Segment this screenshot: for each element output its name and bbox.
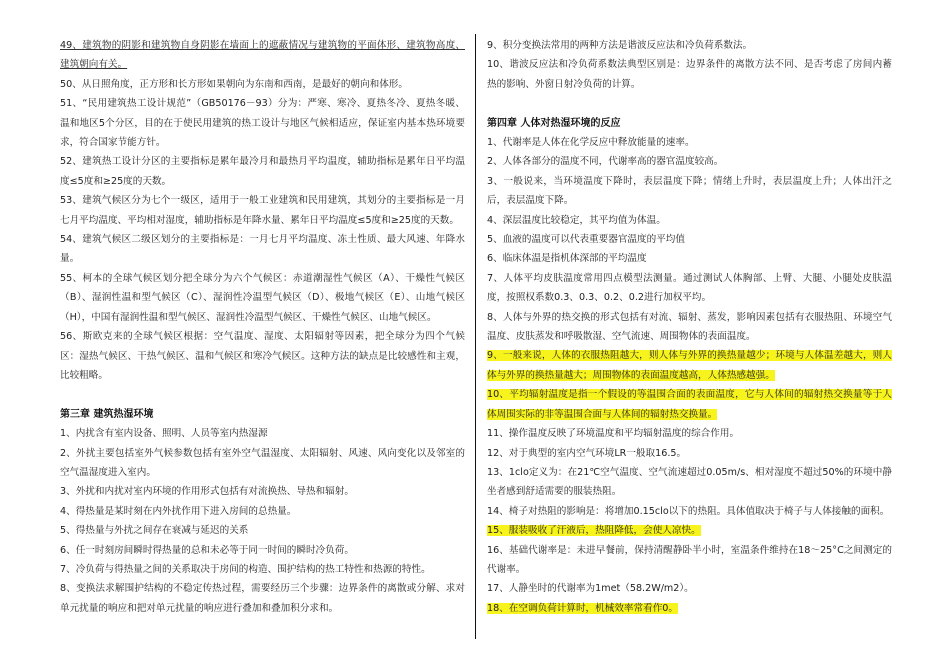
ch4-item-12: 12、对于典型的室内空气环境LR一般取16.5。 [487, 447, 687, 459]
item-51: 51、“民用建筑热工设计规范”（GB50176－93）分为：严寒、寒冷、夏热冬冷、夏热冬暖、温和地区5个分区，目的在于使民用建筑的热工设计与地区气候相适应，保证室内基本热环境要求，符合国家节能方针。 [60, 98, 465, 149]
ch4-item-9-highlighted [487, 346, 892, 385]
ch4-item-4: 4、深层温度比较稳定，其平均值为体温。 [487, 214, 666, 226]
chapter-3-heading: 第三章 建筑热湿环境 [60, 408, 154, 420]
ch4-item-6: 6、临床体温是指机体深部的平均温度 [487, 253, 647, 265]
right-column [487, 36, 892, 618]
left-column [60, 36, 465, 618]
ch4-item-2: 2、人体各部分的温度不同，代谢率高的器官温度较高。 [487, 156, 724, 168]
highlight-10: 10、平均辐射温度是指一个假设的等温围合面的表面温度，它与人体间的辐射热交换量等于人体周围实际的非等温围合面与人体间的辐射热交换量。 [487, 389, 892, 420]
ch3-item-6: 6、任一时刻房间瞬时得热量的总和未必等于同一时间的瞬时冷负荷。 [60, 544, 354, 556]
ch4-item-7: 7、人体平均皮肤温度常用四点模型法测量。通过测试人体胸部、上臂、大腿、小腿处皮肤温度，按照权系数0.3、0.3、0.2、0.2进行加权平均。 [487, 272, 892, 304]
ch3-item-5: 5、得热量与外扰之间存在衰减与延迟的关系 [60, 525, 249, 537]
ch4-item-15-highlighted [487, 521, 892, 540]
ch4-item-11: 11、操作温度反映了环境温度和平均辐射温度的综合作用。 [487, 428, 740, 440]
ch4-item-3: 3、一般说来，当环境温度下降时，表层温度下降；情绪上升时，表层温度上升；人体出汗之后，表层温度下降。 [487, 175, 892, 207]
item-56: 56、斯欧克来的全球气候区根据：空气温度、湿度、太阳辐射等因素，把全球分为四个气候区：湿热气候区、干热气候区、温和气候区和寒冷气候区。这种方法的缺点是比较感性和主观，比较粗略。 [60, 331, 465, 381]
ch3-item-1: 1、内扰含有室内设备、照明、人员等室内热湿源 [60, 428, 268, 440]
ch3-item-9: 9、积分变换法常用的两种方法是谐波反应法和冷负荷系数法。 [487, 40, 753, 51]
highlight-18: 18、在空调负荷计算时，机械效率常看作0。 [487, 602, 678, 614]
item-52: 52、建筑热工设计分区的主要指标是累年最冷月和最热月平均温度，辅助指标是累年日平均温度≤5度和≥25度的天数。 [60, 156, 465, 187]
ch4-item-10-highlighted [487, 385, 892, 424]
ch3-item-7: 7、冷负荷与得热量之间的关系取决于房间的构造、围护结构的热工特性和热源的特性。 [60, 563, 431, 575]
item-55: 55、柯本的全球气候区划分把全球分为六个气候区：赤道潮湿性气候区（A）、干燥性气候区（B）、湿润性温和型气候区（C）、湿润性冷温型气候区（D）、极地气候区（E）、山地气候区（H），中国有湿润性温和型气候区、湿润性冷温型气候区、干燥性气候区、山地气候区。 [60, 272, 465, 323]
ch4-item-17: 17、人静坐时的代谢率为1met（58.2W/m2）。 [487, 583, 694, 595]
ch4-item-14: 14、椅子对热阻的影响是：将增加0.15clo以下的热阻。具体值取决于椅子与人体接触的面积。 [487, 505, 890, 517]
ch3-item-10: 10、谐波反应法和冷负荷系数法典型区别是：边界条件的离散方法不同、是否考虑了房间内蓄热的影响、外窗日射冷负荷的计算。 [487, 59, 892, 90]
ch4-item-18-highlighted [487, 599, 892, 618]
ch4-item-16: 16、基础代谢率是：未进早餐前，保持清醒静卧半小时，室温条件维持在18～25°C之间测定的代谢率。 [487, 544, 892, 575]
ch3-item-4: 4、得热量是某时刻在内外扰作用下进入房间的总热量。 [60, 505, 297, 517]
column-divider [475, 34, 476, 639]
ch4-item-8: 8、人体与外界的热交换的形式包括有对流、辐射、蒸发，影响因素包括有衣服热阻、环境空气温度、皮肤蒸发和呼吸散湿、空气流速、周围物体的表面温度。 [487, 311, 892, 343]
item-53: 53、建筑气候区分为七个一级区，适用于一般工业建筑和民用建筑，其划分的主要指标是一月七月平均温度、平均相对湿度，辅助指标是年降水量、累年日平均温度≤5度和≥25度的天数。 [60, 195, 465, 226]
ch4-item-1: 1、代谢率是人体在化学反应中释放能量的速率。 [487, 137, 695, 149]
chapter-4-heading: 第四章 人体对热湿环境的反应 [487, 117, 621, 129]
ch4-item-5: 5、血液的温度可以代表重要器官温度的平均值 [487, 234, 685, 246]
highlight-15: 15、服装吸收了汗液后，热阻降低，会使人凉快。 [487, 525, 701, 537]
item-54: 54、建筑气候区二级区划分的主要指标是：一月七月平均温度、冻土性质、最大风速、年降水量。 [60, 234, 465, 265]
ch3-item-8: 8、变换法求解围护结构的不稳定传热过程，需要经历三个步骤：边界条件的离散或分解、求对单元扰量的响应和把对单元扰量的响应进行叠加和叠加积分求和。 [60, 583, 465, 614]
ch4-item-13: 13、1clo定义为：在21℃空气温度、空气流速超过0.05m/s、相对湿度不超过50%的环境中静坐者感到舒适需要的服装热阻。 [487, 466, 892, 498]
ch3-item-2: 2、外扰主要包括室外气候参数包括有室外空气温湿度、太阳辐射、风速、风向变化以及邻室的空气温湿度进入室内。 [60, 447, 465, 478]
ch3-item-3: 3、外扰和内扰对室内环境的作用形式包括有对流换热、导热和辐射。 [60, 486, 354, 498]
item-49: 49、建筑物的阴影和建筑物自身阴影在墙面上的遮蔽情况与建筑物的平面体形、建筑物高度、建筑朝向有关。 [60, 40, 465, 71]
highlight-9: 9、一般来说，人体的衣服热阻越大，则人体与外界的换热量越少；环境与人体温差越大，则人体与外界的换热量越大；周围物体的表面温度越高，人体热感越强。 [487, 350, 892, 381]
item-50: 50、从日照角度，正方形和长方形如果朝向为东南和西南，是最好的朝向和体形。 [60, 78, 408, 90]
